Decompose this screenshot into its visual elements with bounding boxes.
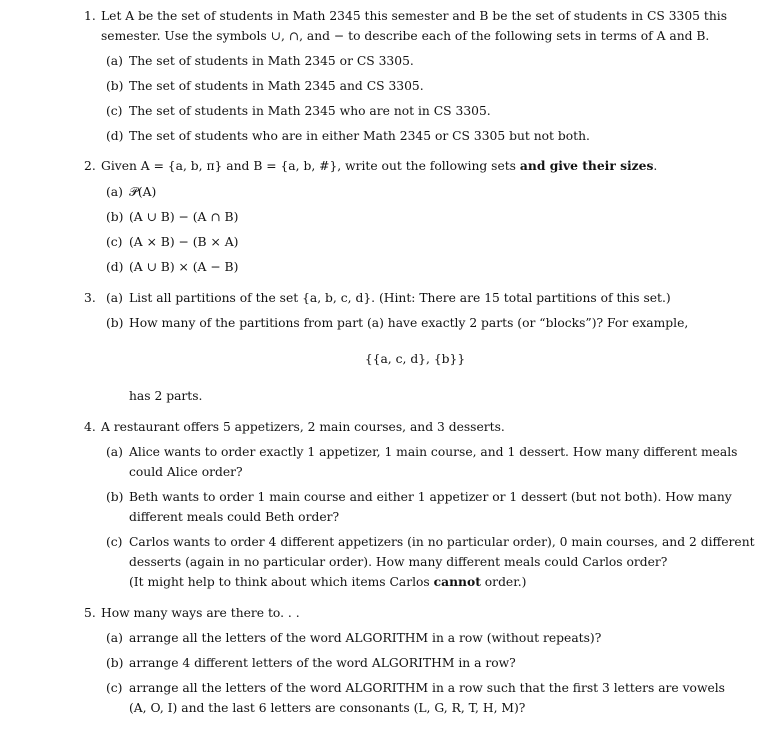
part-text: How many of the partitions from part (a) have exactly 2 parts (or “blocks”)? For example, — [129, 316, 689, 330]
part-text: (A ∪ B) × (A − B) — [129, 260, 239, 274]
part-label: (c) — [106, 681, 123, 695]
part-label: (b) — [106, 316, 124, 330]
part-text: Beth wants to order 1 main course and either 1 appetizer or 1 dessert (but not both). How many — [129, 490, 732, 504]
part-label: (a) — [106, 631, 123, 645]
part-text: arrange all the letters of the word ALGORITHM in a row such that the first 3 letters are vowels — [129, 681, 725, 695]
problem-number: 5. — [84, 606, 96, 620]
part-text: desserts (again in no particular order). How many different meals could Carlos order? — [129, 555, 668, 569]
part-label: (b) — [106, 490, 124, 504]
part-label: (b) — [106, 210, 124, 224]
part-label: (c) — [106, 535, 123, 549]
part-text: The set of students in Math 2345 or CS 3305. — [129, 54, 414, 68]
intro-end: . — [653, 159, 658, 173]
intro-emphasis: and give their sizes — [519, 158, 654, 173]
part-text: different meals could Beth order? — [129, 510, 340, 524]
part-text: (A × B) − (B × A) — [129, 235, 239, 249]
part-label: (b) — [106, 79, 124, 93]
part-label: (a) — [106, 54, 123, 68]
problem-number: 1. — [84, 9, 96, 23]
part-text: The set of students who are in either Math 2345 or CS 3305 but not both. — [129, 129, 590, 143]
problem-number: 3. — [84, 291, 96, 305]
problem-intro-line: semester. Use the symbols ∪, ∩, and − to describe each of the following sets in terms of A and B. — [101, 29, 710, 43]
part-label: (d) — [106, 129, 124, 143]
part-label: (a) — [106, 445, 123, 459]
problem-number: 4. — [84, 420, 96, 434]
part-text: (A, O, I) and the last 6 letters are consonants (L, G, R, T, H, M)? — [129, 701, 526, 715]
note-text: (It might help to think about which items Carlos — [129, 575, 434, 589]
example-partition: {{a, c, d}, {b}} — [364, 352, 466, 366]
part-text: Alice wants to order exactly 1 appetizer, 1 main course, and 1 dessert. How many different meals — [129, 445, 738, 459]
note-text: order.) — [480, 575, 527, 589]
part-text: Carlos wants to order 4 different appetizers (in no particular order), 0 main courses, and 2 different — [129, 535, 755, 549]
part-label: (a) — [106, 291, 123, 305]
part-text: arrange 4 different letters of the word ALGORITHM in a row? — [129, 656, 516, 670]
part-text: 𝒫(A) — [129, 185, 157, 199]
part-text: has 2 parts. — [129, 389, 203, 403]
part-text: could Alice order? — [129, 465, 243, 479]
part-label: (d) — [106, 260, 124, 274]
part-label: (b) — [106, 656, 124, 670]
part-label: (c) — [106, 235, 123, 249]
problem-intro-line: Let A be the set of students in Math 2345 this semester and B be the set of students in CS 3305 this — [101, 9, 728, 23]
part-text: The set of students in Math 2345 who are not in CS 3305. — [129, 104, 491, 118]
part-text: The set of students in Math 2345 and CS 3305. — [129, 79, 424, 93]
part-text: arrange all the letters of the word ALGORITHM in a row (without repeats)? — [129, 631, 602, 645]
intro-text: Given A = {a, b, π} and B = {a, b, #}, write out the following sets — [101, 159, 520, 173]
part-text: (A ∪ B) − (A ∩ B) — [129, 210, 239, 224]
part-label: (a) — [106, 185, 123, 199]
note-emphasis: cannot — [433, 574, 481, 589]
problem-intro-line — [101, 158, 657, 174]
problem-intro-line: How many ways are there to. . . — [101, 606, 300, 620]
part-label: (c) — [106, 104, 123, 118]
part-text — [129, 574, 526, 590]
problem-intro-line: A restaurant offers 5 appetizers, 2 main courses, and 3 desserts. — [101, 420, 505, 434]
part-text: List all partitions of the set {a, b, c, d}. (Hint: There are 15 total partitions of this set.) — [129, 291, 671, 305]
problem-number: 2. — [84, 159, 96, 173]
